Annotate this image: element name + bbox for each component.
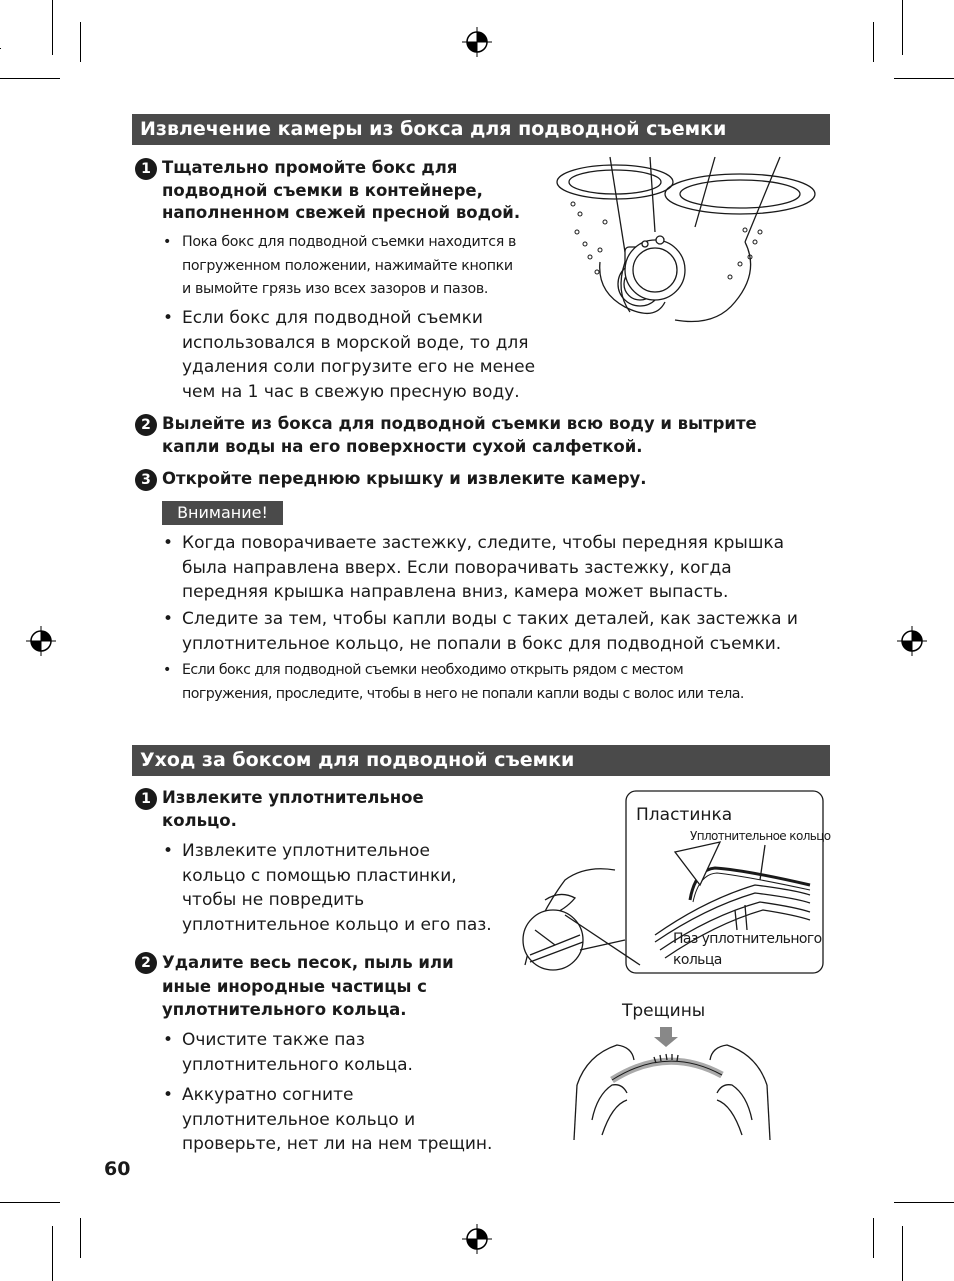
registration-mark-icon bbox=[897, 626, 927, 656]
step-title bbox=[162, 468, 822, 491]
crop-mark bbox=[80, 22, 81, 62]
bullet-line: • Очистите также паз bbox=[182, 1030, 365, 1050]
crop-mark bbox=[52, 0, 53, 55]
bullet-line: • Когда поворачиваете застежку, следите, чтобы передняя крышка bbox=[182, 533, 785, 553]
step-title-line: Извлеките уплотнительное bbox=[162, 788, 424, 807]
crop-mark bbox=[52, 1226, 53, 1281]
bullet-item bbox=[162, 839, 507, 937]
bullet-line: • Следите за тем, чтобы капли воды с таких деталей, как застежка и bbox=[182, 609, 798, 629]
crop-mark bbox=[894, 1202, 954, 1203]
bullet-line: кольцо с помощью пластинки, bbox=[182, 865, 457, 886]
crop-mark bbox=[873, 22, 874, 62]
washing-case-illustration bbox=[555, 152, 820, 330]
bullet-line: уплотнительное кольцо и bbox=[182, 1109, 416, 1130]
bullet-item bbox=[162, 231, 552, 302]
step-title-line: наполненном свежей пресной водой. bbox=[162, 203, 521, 222]
step-title bbox=[162, 157, 562, 225]
bullet-line: чтобы не повредить bbox=[182, 890, 365, 910]
bullet-item bbox=[162, 306, 552, 404]
bullet-line: передняя крышка направлена вниз, камера может выпасть. bbox=[182, 582, 729, 602]
step-title-line: подводной съемки в контейнере, bbox=[162, 180, 483, 200]
step-title-line: уплотнительного кольца. bbox=[162, 1000, 407, 1019]
bullet-line: • Если бокс для подводной съемки необходимо открыть рядом с местом bbox=[182, 662, 684, 678]
crop-mark bbox=[902, 1226, 903, 1281]
bullet-line: уплотнительное кольцо и его паз. bbox=[182, 914, 492, 935]
crop-mark bbox=[0, 1202, 60, 1203]
bullet-line: и вымойте грязь изо всех зазоров и пазов. bbox=[182, 281, 489, 297]
step-title bbox=[162, 787, 492, 832]
crop-mark bbox=[873, 1218, 874, 1258]
bullet-line: использовался в морской воде, то для bbox=[182, 332, 529, 353]
label-groove-line: Паз уплотнительного bbox=[673, 931, 822, 947]
section-title-case-care: Уход за боксом для подводной съемки bbox=[132, 745, 830, 776]
registration-mark-icon bbox=[462, 1224, 492, 1254]
bullet-line: • Пока бокс для подводной съемки находится в bbox=[182, 234, 517, 250]
bullet-line: погруженном положении, нажимайте кнопки bbox=[182, 257, 513, 274]
crop-mark bbox=[0, 78, 60, 79]
label-groove-line: кольца bbox=[673, 952, 722, 968]
bullet-line: удаления соли погрузите его не менее bbox=[182, 357, 536, 377]
step-title-line: Вылейте из бокса для подводной съемки всю воду и вытрите bbox=[162, 414, 757, 433]
label-plate: Пластинка bbox=[636, 805, 733, 825]
crop-mark bbox=[80, 1218, 81, 1258]
step-title-line: иные инородные частицы с bbox=[162, 976, 427, 996]
bullet-line: была направлена вверх. Если поворачивать застежку, когда bbox=[182, 557, 732, 578]
step-number: 2 bbox=[135, 414, 157, 436]
bullet-item bbox=[162, 1083, 507, 1157]
o-ring-bending-illustration bbox=[572, 1025, 772, 1147]
bullet-line: проверьте, нет ли на нем трещин. bbox=[182, 1134, 493, 1154]
step-title-line: Тщательно промойте бокс для bbox=[162, 158, 458, 177]
page-number: 60 bbox=[104, 1158, 131, 1180]
step-title bbox=[162, 413, 822, 458]
caution-badge: Внимание! bbox=[162, 501, 283, 525]
label-o-ring: Уплотнительное кольцо bbox=[690, 829, 831, 843]
registration-mark-icon bbox=[462, 27, 492, 57]
section-title-remove-camera: Извлечение камеры из бокса для подводной съемки bbox=[132, 114, 830, 145]
label-cracks: Трещины bbox=[622, 1001, 706, 1021]
step-number: 2 bbox=[135, 952, 157, 974]
bullet-line: уплотнительного кольца. bbox=[182, 1054, 413, 1075]
bullet-item bbox=[162, 659, 842, 706]
bullet-line: чем на 1 час в свежую пресную воду. bbox=[182, 381, 520, 402]
step-title-line: Откройте переднюю крышку и извлеките камеру. bbox=[162, 469, 647, 488]
bullet-line: уплотнительное кольцо, не попали в бокс для подводной съемки. bbox=[182, 633, 782, 654]
crop-mark bbox=[902, 0, 903, 55]
bullet-item bbox=[162, 1028, 507, 1077]
bullet-line: погружения, проследите, чтобы в него не попали капли воды с волос или тела. bbox=[182, 685, 744, 702]
step-title bbox=[162, 951, 492, 1022]
step-number: 1 bbox=[135, 788, 157, 810]
bullet-item bbox=[162, 607, 830, 656]
crop-mark bbox=[894, 78, 954, 79]
bullet-line: • Если бокс для подводной съемки bbox=[182, 308, 483, 328]
bullet-line: • Извлеките уплотнительное bbox=[182, 841, 430, 861]
label-groove bbox=[673, 929, 822, 971]
step-title-line: капли воды на его поверхности сухой салфеткой. bbox=[162, 436, 643, 456]
bullet-line: • Аккуратно согните bbox=[182, 1085, 354, 1105]
step-title-line: Удалите весь песок, пыль или bbox=[162, 953, 454, 972]
bullet-item bbox=[162, 531, 830, 605]
crop-mark bbox=[0, 48, 1, 49]
step-number: 1 bbox=[135, 158, 157, 180]
registration-mark-icon bbox=[26, 626, 56, 656]
step-title-line: кольцо. bbox=[162, 810, 237, 830]
step-number: 3 bbox=[135, 469, 157, 491]
